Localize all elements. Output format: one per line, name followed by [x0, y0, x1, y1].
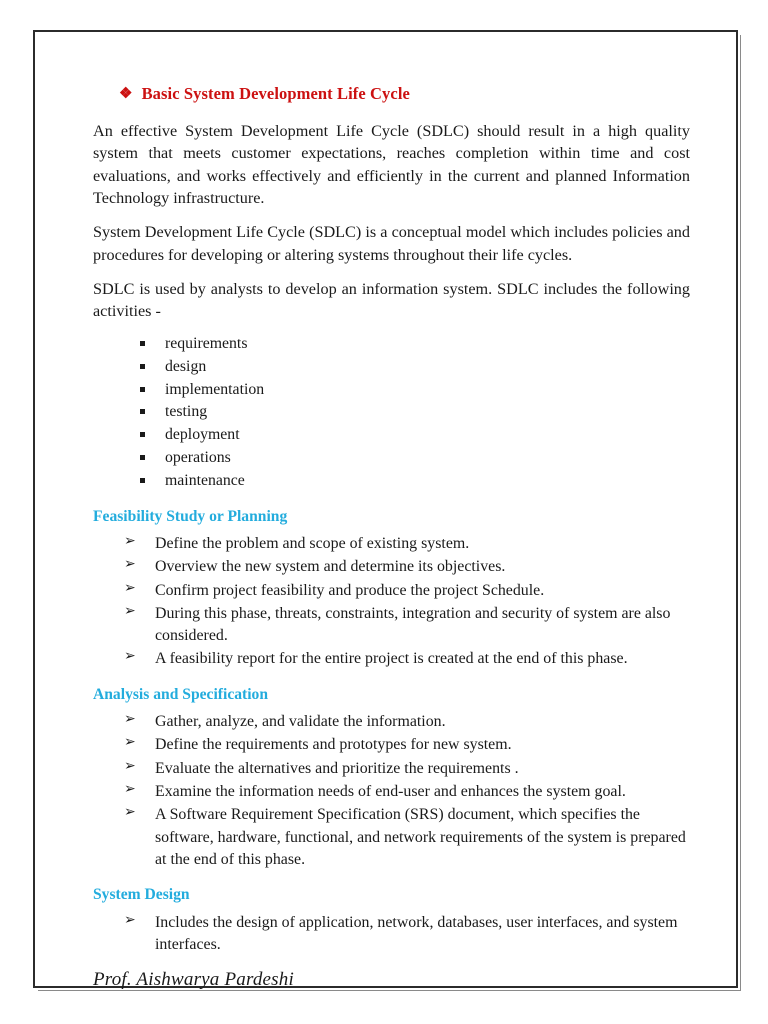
intro-paragraph-2: System Development Life Cycle (SDLC) is a conceptual model which includes policies and procedures for developing or altering systems throughout their life cycles.	[93, 223, 690, 264]
list-item: ➢ Define the problem and scope of existing system.	[124, 533, 690, 555]
diamond-bullet-icon: ❖	[119, 86, 133, 102]
list-item: ➢ Overview the new system and determine its objectives.	[124, 556, 690, 578]
analysis-items-list	[93, 711, 690, 871]
list-item: ➢ Define the requirements and prototypes for new system.	[124, 734, 690, 756]
page-title-text: Basic System Development Life Cycle	[141, 84, 410, 103]
intro-paragraph-3: SDLC is used by analysts to develop an information system. SDLC includes the following activities -	[93, 279, 690, 321]
section-heading-analysis: Analysis and Specification	[93, 685, 269, 703]
list-item: design	[138, 356, 690, 378]
activities-list	[93, 333, 690, 493]
list-item: operations	[138, 447, 690, 469]
list-item: ➢ Includes the design of application, network, databases, user interfaces, and system interfaces.	[124, 912, 690, 957]
list-item: ➢ During this phase, threats, constraints, integration and security of system are also considered.	[124, 603, 690, 648]
page-border-frame	[33, 30, 738, 991]
list-item: ➢ Examine the information needs of end-user and enhances the system goal.	[124, 781, 690, 803]
author-signature: Prof. Aishwarya Pardeshi	[93, 969, 294, 991]
system-design-items-list	[93, 912, 690, 957]
page-content	[35, 32, 736, 991]
intro-paragraph-1: An effective System Development Life Cycle (SDLC) should result in a high quality system that meets customer expectations, reaches completion within time and cost evaluations, and works effectively and efficiently in the current and planned Information Technology infrastructure.	[93, 121, 690, 207]
list-item: ➢ A Software Requirement Specification (SRS) document, which specifies the software, hardware, functional, and network requirements of the system is prepared at the end of this phase.	[124, 804, 690, 871]
section-heading-system-design: System Design	[93, 886, 190, 904]
list-item: deployment	[138, 424, 690, 446]
page-title	[119, 84, 690, 104]
list-item: maintenance	[138, 470, 690, 492]
section-heading-feasibility: Feasibility Study or Planning	[93, 507, 288, 525]
list-item: ➢ Confirm project feasibility and produce the project Schedule.	[124, 580, 690, 602]
list-item: implementation	[138, 379, 690, 401]
list-item: ➢ A feasibility report for the entire project is created at the end of this phase.	[124, 648, 690, 670]
list-item: testing	[138, 401, 690, 423]
list-item: ➢ Evaluate the alternatives and prioritize the requirements .	[124, 758, 690, 780]
list-item: requirements	[138, 333, 690, 355]
feasibility-items-list	[93, 533, 690, 671]
list-item: ➢ Gather, analyze, and validate the information.	[124, 711, 690, 733]
